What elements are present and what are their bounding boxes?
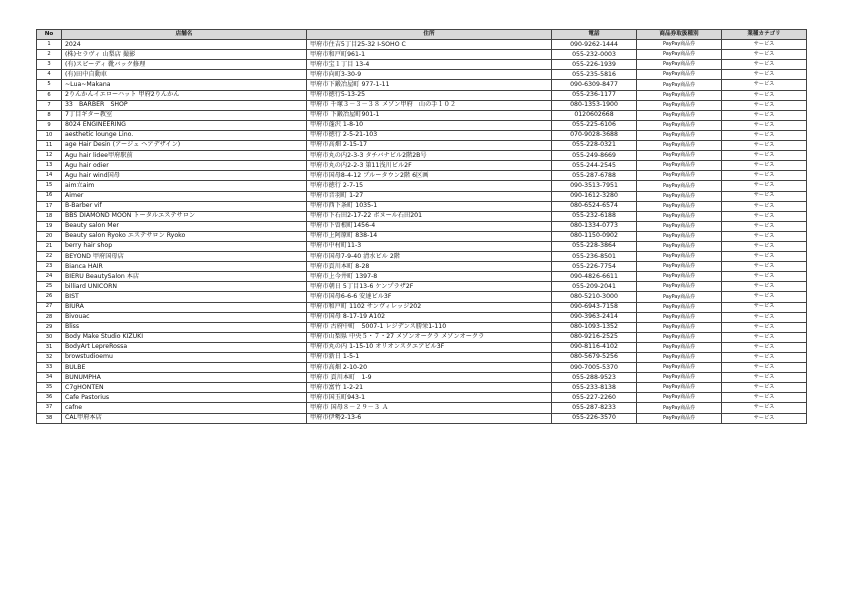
phone: 055-235-5816	[552, 70, 637, 80]
phone: 055-209-2041	[552, 282, 637, 292]
address: 甲府市国玉町943-1	[307, 393, 552, 403]
voucher-type: PayPay商品券	[637, 151, 722, 161]
header-address: 住所	[307, 30, 552, 40]
store-name: aesthetic lounge Lino.	[62, 130, 307, 140]
address: 甲府市徳行 2-5-21-103	[307, 130, 552, 140]
phone: 055-244-2545	[552, 161, 637, 171]
voucher-type: PayPay商品券	[637, 312, 722, 322]
row-no: 11	[37, 141, 62, 151]
row-no: 28	[37, 312, 62, 322]
table-row	[37, 282, 807, 292]
row-no: 29	[37, 322, 62, 332]
store-name: Aimer	[62, 191, 307, 201]
phone: 055-227-2260	[552, 393, 637, 403]
category: サービス	[722, 80, 807, 90]
store-name: 7丁目ギター教室	[62, 110, 307, 120]
row-no: 8	[37, 110, 62, 120]
store-name: 33 BARBER SHOP	[62, 100, 307, 110]
store-name: (有)田中自動車	[62, 70, 307, 80]
address: 甲府市山梨県 中央５・７・27 メゾンオークラ メゾンオークラ	[307, 332, 552, 342]
address: 甲府市徳行 2-7-15	[307, 181, 552, 191]
row-no: 13	[37, 161, 62, 171]
store-name: 2りんかんイエローハット 甲府2りんかん	[62, 90, 307, 100]
address: 甲府市中村町11-3	[307, 241, 552, 251]
table-row	[37, 393, 807, 403]
address: 甲府市高畑 2-10-20	[307, 363, 552, 373]
phone: 080-9216-2525	[552, 332, 637, 342]
category: サービス	[722, 282, 807, 292]
address: 甲府市下鍛冶屋町 977-1-11	[307, 80, 552, 90]
voucher-type: PayPay商品券	[637, 292, 722, 302]
voucher-type: PayPay商品券	[637, 50, 722, 60]
voucher-type: PayPay商品券	[637, 322, 722, 332]
table-row	[37, 70, 807, 80]
row-no: 25	[37, 282, 62, 292]
address: 甲府市国母8-4-12 ブルータウン2階 6区画	[307, 171, 552, 181]
category: サービス	[722, 70, 807, 80]
store-name: billiard UNICORN	[62, 282, 307, 292]
row-no: 20	[37, 231, 62, 241]
phone: 090-4826-6611	[552, 272, 637, 282]
row-no: 32	[37, 353, 62, 363]
voucher-type: PayPay商品券	[637, 231, 722, 241]
voucher-type: PayPay商品券	[637, 302, 722, 312]
address: 甲府市貢川本町 8-28	[307, 262, 552, 272]
category: サービス	[722, 120, 807, 130]
phone: 080-5679-5256	[552, 353, 637, 363]
address: 甲府市国母7-9-40 清水ビル 2階	[307, 252, 552, 262]
row-no: 4	[37, 70, 62, 80]
store-name: (有)スピーディ 靴バック修理	[62, 60, 307, 70]
row-no: 26	[37, 292, 62, 302]
address: 甲府市 古府中町 5007-1 レジデンス勝栄1-110	[307, 322, 552, 332]
table-body	[37, 40, 807, 424]
phone: 055-232-0003	[552, 50, 637, 60]
table-row	[37, 342, 807, 352]
table-row	[37, 312, 807, 322]
row-no: 9	[37, 120, 62, 130]
address: 甲府市上阿原町 838-14	[307, 231, 552, 241]
phone: 090-8116-4102	[552, 342, 637, 352]
address: 甲府市蓬沢 1-8-10	[307, 120, 552, 130]
store-name: Beauty salon Ryoko エステサロン Ryoko	[62, 231, 307, 241]
row-no: 3	[37, 60, 62, 70]
row-no: 14	[37, 171, 62, 181]
voucher-type: PayPay商品券	[637, 110, 722, 120]
category: サービス	[722, 373, 807, 383]
category: サービス	[722, 292, 807, 302]
store-name: Agu hair odier	[62, 161, 307, 171]
voucher-type: PayPay商品券	[637, 413, 722, 423]
store-name: Agu hair wind国母	[62, 171, 307, 181]
voucher-type: PayPay商品券	[637, 60, 722, 70]
store-name: BUNUMPHA	[62, 373, 307, 383]
address: 甲府市丸の内 1-15-10 オリオンスクエアビル3F	[307, 342, 552, 352]
row-no: 33	[37, 363, 62, 373]
address: 甲府市朝日 5丁目13-6 ケンプラザ2F	[307, 282, 552, 292]
row-no: 19	[37, 221, 62, 231]
category: サービス	[722, 413, 807, 423]
voucher-type: PayPay商品券	[637, 342, 722, 352]
row-no: 30	[37, 332, 62, 342]
phone: 090-9262-1444	[552, 40, 637, 50]
category: サービス	[722, 393, 807, 403]
address: 甲府市伊勢2-13-6	[307, 413, 552, 423]
address: 甲府市丸の内2-2-3 第11浅川ビル2F	[307, 161, 552, 171]
store-name: aim立aim	[62, 181, 307, 191]
address: 甲府市 千塚３－３－３８ メゾン甲府 山の手１０２	[307, 100, 552, 110]
category: サービス	[722, 90, 807, 100]
category: サービス	[722, 383, 807, 393]
voucher-type: PayPay商品券	[637, 373, 722, 383]
category: サービス	[722, 130, 807, 140]
phone: 090-7005-5370	[552, 363, 637, 373]
phone: 080-1353-1900	[552, 100, 637, 110]
voucher-type: PayPay商品券	[637, 191, 722, 201]
table-row	[37, 141, 807, 151]
phone: 055-236-8501	[552, 252, 637, 262]
row-no: 22	[37, 252, 62, 262]
voucher-type: PayPay商品券	[637, 363, 722, 373]
header-voucher-type: 商品券取扱種別	[637, 30, 722, 40]
address: 甲府市和戸町961-1	[307, 50, 552, 60]
store-name: C7gHONTEN	[62, 383, 307, 393]
table-row	[37, 373, 807, 383]
voucher-type: PayPay商品券	[637, 201, 722, 211]
table-row	[37, 171, 807, 181]
voucher-type: PayPay商品券	[637, 241, 722, 251]
phone: 080-1150-0902	[552, 231, 637, 241]
category: サービス	[722, 241, 807, 251]
voucher-type: PayPay商品券	[637, 130, 722, 140]
category: サービス	[722, 252, 807, 262]
store-name: BIST	[62, 292, 307, 302]
phone: 055-287-6788	[552, 171, 637, 181]
row-no: 12	[37, 151, 62, 161]
row-no: 27	[37, 302, 62, 312]
voucher-type: PayPay商品券	[637, 221, 722, 231]
table-row	[37, 60, 807, 70]
voucher-type: PayPay商品券	[637, 161, 722, 171]
category: サービス	[722, 262, 807, 272]
store-name: cafne	[62, 403, 307, 413]
category: サービス	[722, 342, 807, 352]
address: 甲府市徳行5-13-25	[307, 90, 552, 100]
address: 甲府市住吉5丁目25-32 I-SOHO C	[307, 40, 552, 50]
phone: 055-226-7754	[552, 262, 637, 272]
header-row	[37, 30, 807, 40]
table-row	[37, 241, 807, 251]
table-row	[37, 120, 807, 130]
address: 甲府市新日 1-5-1	[307, 353, 552, 363]
phone: 055-233-8138	[552, 383, 637, 393]
table-row	[37, 231, 807, 241]
header-no: No	[37, 30, 62, 40]
row-no: 31	[37, 342, 62, 352]
row-no: 21	[37, 241, 62, 251]
row-no: 34	[37, 373, 62, 383]
address: 甲府市宝１丁目 13-4	[307, 60, 552, 70]
category: サービス	[722, 332, 807, 342]
table-row	[37, 383, 807, 393]
voucher-type: PayPay商品券	[637, 120, 722, 130]
table-row	[37, 413, 807, 423]
table-row	[37, 151, 807, 161]
voucher-type: PayPay商品券	[637, 403, 722, 413]
row-no: 2	[37, 50, 62, 60]
table-row	[37, 322, 807, 332]
table-row	[37, 292, 807, 302]
store-name: (株)セラヴィ 山梨店 撮影	[62, 50, 307, 60]
voucher-type: PayPay商品券	[637, 262, 722, 272]
table-row	[37, 302, 807, 312]
address: 甲府市音羽町 1-27	[307, 191, 552, 201]
header-category: 業種カテゴリ	[722, 30, 807, 40]
category: サービス	[722, 312, 807, 322]
voucher-type: PayPay商品券	[637, 252, 722, 262]
voucher-type: PayPay商品券	[637, 100, 722, 110]
phone: 070-9028-3688	[552, 130, 637, 140]
voucher-type: PayPay商品券	[637, 282, 722, 292]
row-no: 6	[37, 90, 62, 100]
phone: 055-236-1177	[552, 90, 637, 100]
address: 甲府市富竹 1-2-21	[307, 383, 552, 393]
table-row	[37, 130, 807, 140]
category: サービス	[722, 201, 807, 211]
row-no: 36	[37, 393, 62, 403]
store-table	[36, 29, 807, 424]
address: 甲府市丸の内2-3-3 タチバナビル2階2B号	[307, 151, 552, 161]
category: サービス	[722, 100, 807, 110]
header-store-name: 店舗名	[62, 30, 307, 40]
phone: 090-6943-7158	[552, 302, 637, 312]
table-row	[37, 80, 807, 90]
store-name: BULBE	[62, 363, 307, 373]
table-row	[37, 191, 807, 201]
phone: 0120602668	[552, 110, 637, 120]
phone: 090-6309-8477	[552, 80, 637, 90]
phone: 055-249-8669	[552, 151, 637, 161]
category: サービス	[722, 151, 807, 161]
store-name: 8024 ENGINEERING	[62, 120, 307, 130]
phone: 055-226-1939	[552, 60, 637, 70]
voucher-type: PayPay商品券	[637, 90, 722, 100]
store-name: browstudioemu	[62, 353, 307, 363]
category: サービス	[722, 141, 807, 151]
phone: 055-225-6106	[552, 120, 637, 130]
store-name: BEYOND 甲府国母店	[62, 252, 307, 262]
voucher-type: PayPay商品券	[637, 141, 722, 151]
address: 甲府市下石田2-17-22 ボヌール石田201	[307, 211, 552, 221]
voucher-type: PayPay商品券	[637, 353, 722, 363]
store-name: Bliss	[62, 322, 307, 332]
phone: 055-288-9523	[552, 373, 637, 383]
category: サービス	[722, 211, 807, 221]
row-no: 35	[37, 383, 62, 393]
table-row	[37, 110, 807, 120]
store-name: Beauty salon Mer	[62, 221, 307, 231]
address: 甲府市高畑 2-15-17	[307, 141, 552, 151]
store-name: B-Barber vif	[62, 201, 307, 211]
store-name: Bivouac	[62, 312, 307, 322]
voucher-type: PayPay商品券	[637, 393, 722, 403]
store-name: ~Lua~Makana	[62, 80, 307, 90]
category: サービス	[722, 161, 807, 171]
row-no: 24	[37, 272, 62, 282]
address: 甲府市 下鍛冶屋町901-1	[307, 110, 552, 120]
header-phone: 電話	[552, 30, 637, 40]
row-no: 18	[37, 211, 62, 221]
category: サービス	[722, 403, 807, 413]
store-name: Body Make Studio KIZUKI	[62, 332, 307, 342]
phone: 055-228-0321	[552, 141, 637, 151]
store-name: berry hair shop	[62, 241, 307, 251]
table-row	[37, 353, 807, 363]
row-no: 37	[37, 403, 62, 413]
phone: 090-1612-3280	[552, 191, 637, 201]
address: 甲府市上今井町 1397-8	[307, 272, 552, 282]
category: サービス	[722, 221, 807, 231]
row-no: 5	[37, 80, 62, 90]
store-name: BIURA	[62, 302, 307, 312]
store-name: BodyArt LepreRossa	[62, 342, 307, 352]
address: 甲府市国母6-6-6 安達ビル3F	[307, 292, 552, 302]
table-row	[37, 181, 807, 191]
voucher-type: PayPay商品券	[637, 70, 722, 80]
table-row	[37, 272, 807, 282]
row-no: 15	[37, 181, 62, 191]
table-row	[37, 363, 807, 373]
address: 甲府市国母 8-17-19 A102	[307, 312, 552, 322]
table-row	[37, 332, 807, 342]
category: サービス	[722, 302, 807, 312]
address: 甲府市和戸町 1102 サンヴィレッジ202	[307, 302, 552, 312]
voucher-type: PayPay商品券	[637, 272, 722, 282]
voucher-type: PayPay商品券	[637, 383, 722, 393]
row-no: 1	[37, 40, 62, 50]
category: サービス	[722, 363, 807, 373]
store-name: age Hair Desin (アージュ ヘアデザイン)	[62, 141, 307, 151]
table-row	[37, 100, 807, 110]
category: サービス	[722, 191, 807, 201]
address: 甲府市 貢川本町 1-9	[307, 373, 552, 383]
voucher-type: PayPay商品券	[637, 80, 722, 90]
row-no: 38	[37, 413, 62, 423]
table-row	[37, 201, 807, 211]
address: 甲府市 国母８－２９－３ Ａ	[307, 403, 552, 413]
phone: 080-1334-0773	[552, 221, 637, 231]
store-name: Cafe Pastorius	[62, 393, 307, 403]
phone: 055-287-8233	[552, 403, 637, 413]
category: サービス	[722, 272, 807, 282]
voucher-type: PayPay商品券	[637, 211, 722, 221]
category: サービス	[722, 353, 807, 363]
row-no: 17	[37, 201, 62, 211]
voucher-type: PayPay商品券	[637, 40, 722, 50]
table-row	[37, 50, 807, 60]
address: 甲府市西下条町 1035-1	[307, 201, 552, 211]
voucher-type: PayPay商品券	[637, 181, 722, 191]
phone: 055-226-3570	[552, 413, 637, 423]
category: サービス	[722, 322, 807, 332]
category: サービス	[722, 60, 807, 70]
table-row	[37, 403, 807, 413]
phone: 055-232-6188	[552, 211, 637, 221]
row-no: 16	[37, 191, 62, 201]
phone: 055-228-3864	[552, 241, 637, 251]
category: サービス	[722, 171, 807, 181]
store-name: 2024	[62, 40, 307, 50]
table-row	[37, 262, 807, 272]
store-name: Agu hair lidee甲府駅前	[62, 151, 307, 161]
category: サービス	[722, 231, 807, 241]
voucher-type: PayPay商品券	[637, 332, 722, 342]
table-row	[37, 211, 807, 221]
table-row	[37, 161, 807, 171]
row-no: 10	[37, 130, 62, 140]
table-row	[37, 40, 807, 50]
table-row	[37, 252, 807, 262]
address: 甲府市下曽根町1456-4	[307, 221, 552, 231]
store-name: CAL甲府本店	[62, 413, 307, 423]
store-name: BIERU BeautySalon 本店	[62, 272, 307, 282]
phone: 090-3963-2414	[552, 312, 637, 322]
row-no: 7	[37, 100, 62, 110]
store-name: BBS DIAMOND MOON トータルエステサロン	[62, 211, 307, 221]
address: 甲府市向町3-30-9	[307, 70, 552, 80]
category: サービス	[722, 40, 807, 50]
category: サービス	[722, 181, 807, 191]
phone: 080-6524-6574	[552, 201, 637, 211]
row-no: 23	[37, 262, 62, 272]
phone: 090-3513-7951	[552, 181, 637, 191]
phone: 080-1093-1352	[552, 322, 637, 332]
phone: 080-5210-3000	[552, 292, 637, 302]
voucher-type: PayPay商品券	[637, 171, 722, 181]
table-row	[37, 221, 807, 231]
category: サービス	[722, 50, 807, 60]
table-row	[37, 90, 807, 100]
category: サービス	[722, 110, 807, 120]
store-name: Bianca HAIR	[62, 262, 307, 272]
